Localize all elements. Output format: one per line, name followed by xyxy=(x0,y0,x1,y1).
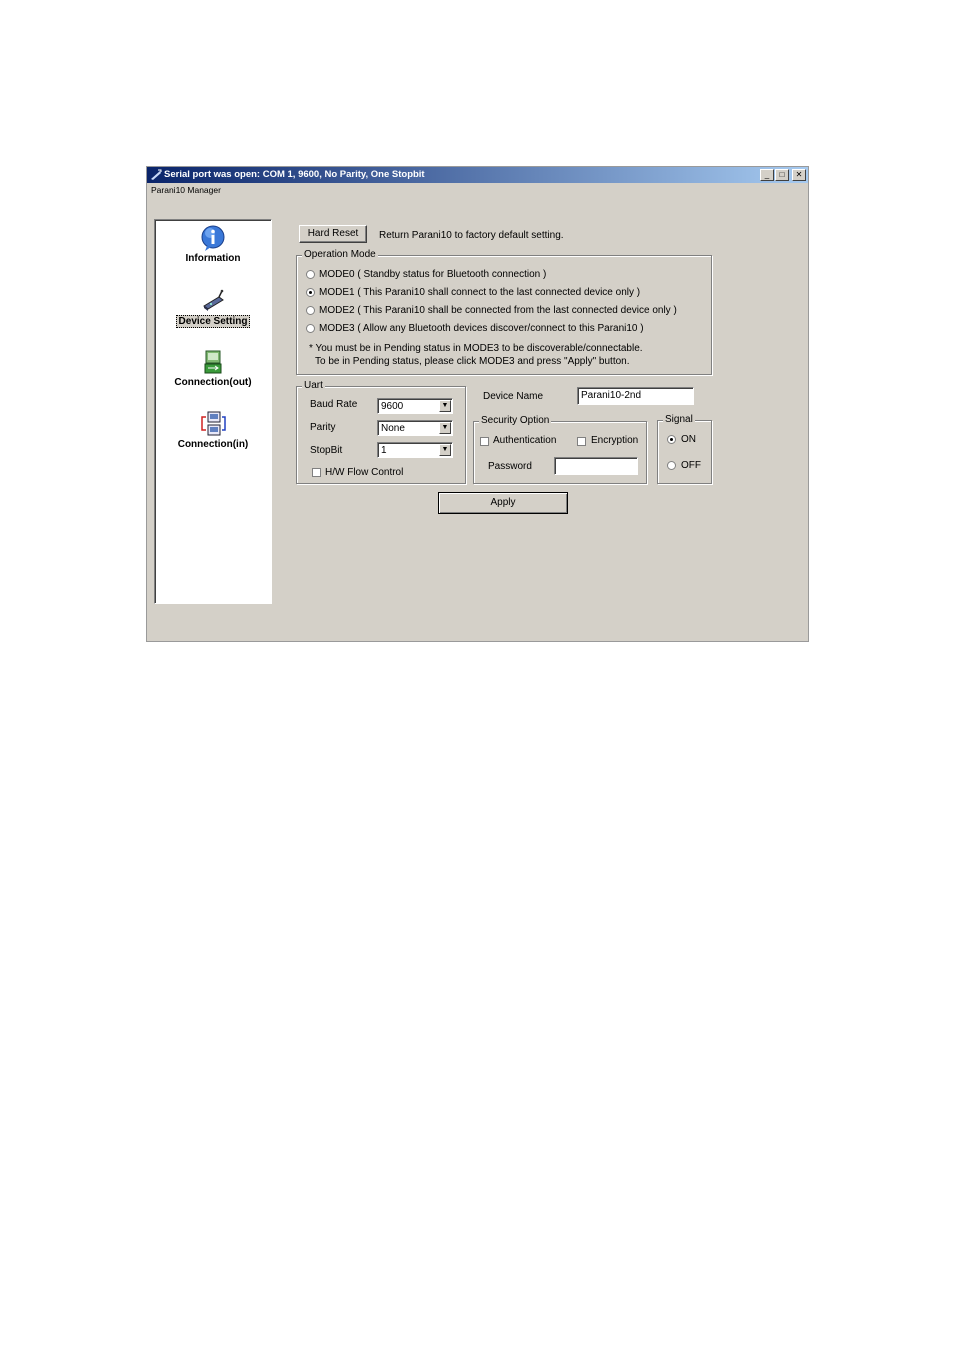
authentication-label[interactable]: Authentication xyxy=(493,435,557,446)
encryption-label[interactable]: Encryption xyxy=(591,435,639,446)
chevron-down-icon[interactable]: ▼ xyxy=(439,400,451,412)
hw-flow-control-checkbox[interactable] xyxy=(312,468,321,477)
sidebar-item-label: Device Setting xyxy=(176,315,251,328)
sidebar-item-information[interactable] xyxy=(155,224,271,264)
signal-off-radio[interactable] xyxy=(667,461,676,470)
password-label: Password xyxy=(488,461,532,472)
baud-rate-value: 9600 xyxy=(381,401,404,412)
sidebar-item-label: Information xyxy=(185,253,241,264)
pending-note-line2: To be in Pending status, please click MODE3 and press "Apply" button. xyxy=(315,356,630,367)
mode2-radio[interactable] xyxy=(306,306,315,315)
signal-legend: Signal xyxy=(665,414,693,425)
encryption-checkbox[interactable] xyxy=(577,437,586,446)
app-icon xyxy=(150,169,162,181)
sidebar-item-label: Connection(in) xyxy=(177,439,249,450)
baud-rate-select[interactable] xyxy=(377,398,453,414)
device-icon xyxy=(199,286,227,314)
parity-label: Parity xyxy=(310,422,336,433)
sidebar-item-connection-in[interactable] xyxy=(155,410,271,450)
mode1-label[interactable]: MODE1 ( This Parani10 shall connect to the last connected device only ) xyxy=(319,287,641,298)
connection-out-icon xyxy=(199,348,227,376)
stopbit-label: StopBit xyxy=(310,445,343,456)
chevron-down-icon[interactable]: ▼ xyxy=(439,444,451,456)
uart-legend: Uart xyxy=(304,380,323,391)
chevron-down-icon[interactable]: ▼ xyxy=(439,422,451,434)
pending-note-line1: * You must be in Pending status in MODE3 to be discoverable/connectable. xyxy=(309,343,643,354)
device-name-input[interactable]: Parani10-2nd xyxy=(577,387,694,405)
title-bar[interactable] xyxy=(147,167,808,183)
authentication-checkbox[interactable] xyxy=(480,437,489,446)
parity-select[interactable] xyxy=(377,420,453,436)
hard-reset-button[interactable]: Hard Reset xyxy=(299,225,367,243)
mode3-label[interactable]: MODE3 ( Allow any Bluetooth devices discover/connect to this Parani10 ) xyxy=(319,323,644,334)
hard-reset-description: Return Parani10 to factory default setting. xyxy=(379,230,564,241)
sidebar-item-label: Connection(out) xyxy=(174,377,252,388)
mode3-radio[interactable] xyxy=(306,324,315,333)
security-option-legend: Security Option xyxy=(481,415,550,426)
app-window xyxy=(146,166,809,642)
stopbit-select[interactable] xyxy=(377,442,453,458)
sidebar-item-connection-out[interactable] xyxy=(155,348,271,388)
signal-off-label[interactable]: OFF xyxy=(681,460,701,471)
baud-rate-label: Baud Rate xyxy=(310,399,358,410)
app-name-label: Parani10 Manager xyxy=(151,185,221,195)
mode2-label[interactable]: MODE2 ( This Parani10 shall be connected from the last connected device only ) xyxy=(319,305,677,316)
mode0-radio[interactable] xyxy=(306,270,315,279)
sidebar-item-device-setting[interactable] xyxy=(155,286,271,328)
connection-in-icon xyxy=(199,410,227,438)
close-button[interactable]: ✕ xyxy=(792,169,806,181)
minimize-button[interactable]: _ xyxy=(760,169,774,181)
parity-value: None xyxy=(381,423,405,434)
mode0-label[interactable]: MODE0 ( Standby status for Bluetooth connection ) xyxy=(319,269,547,280)
signal-group xyxy=(657,414,712,484)
mode1-radio[interactable] xyxy=(306,288,315,297)
info-icon xyxy=(199,224,227,252)
stopbit-value: 1 xyxy=(381,445,387,456)
signal-on-label[interactable]: ON xyxy=(681,434,696,445)
sidebar xyxy=(154,219,272,604)
signal-on-radio[interactable] xyxy=(667,435,676,444)
operation-mode-legend: Operation Mode xyxy=(304,249,376,260)
device-name-label: Device Name xyxy=(483,391,544,402)
hw-flow-control-label[interactable]: H/W Flow Control xyxy=(325,467,404,478)
maximize-button[interactable]: □ xyxy=(775,169,789,181)
apply-button[interactable]: Apply xyxy=(438,492,568,514)
password-input[interactable] xyxy=(554,457,638,475)
window-title: Serial port was open: COM 1, 9600, No Parity, One Stopbit xyxy=(164,169,425,180)
